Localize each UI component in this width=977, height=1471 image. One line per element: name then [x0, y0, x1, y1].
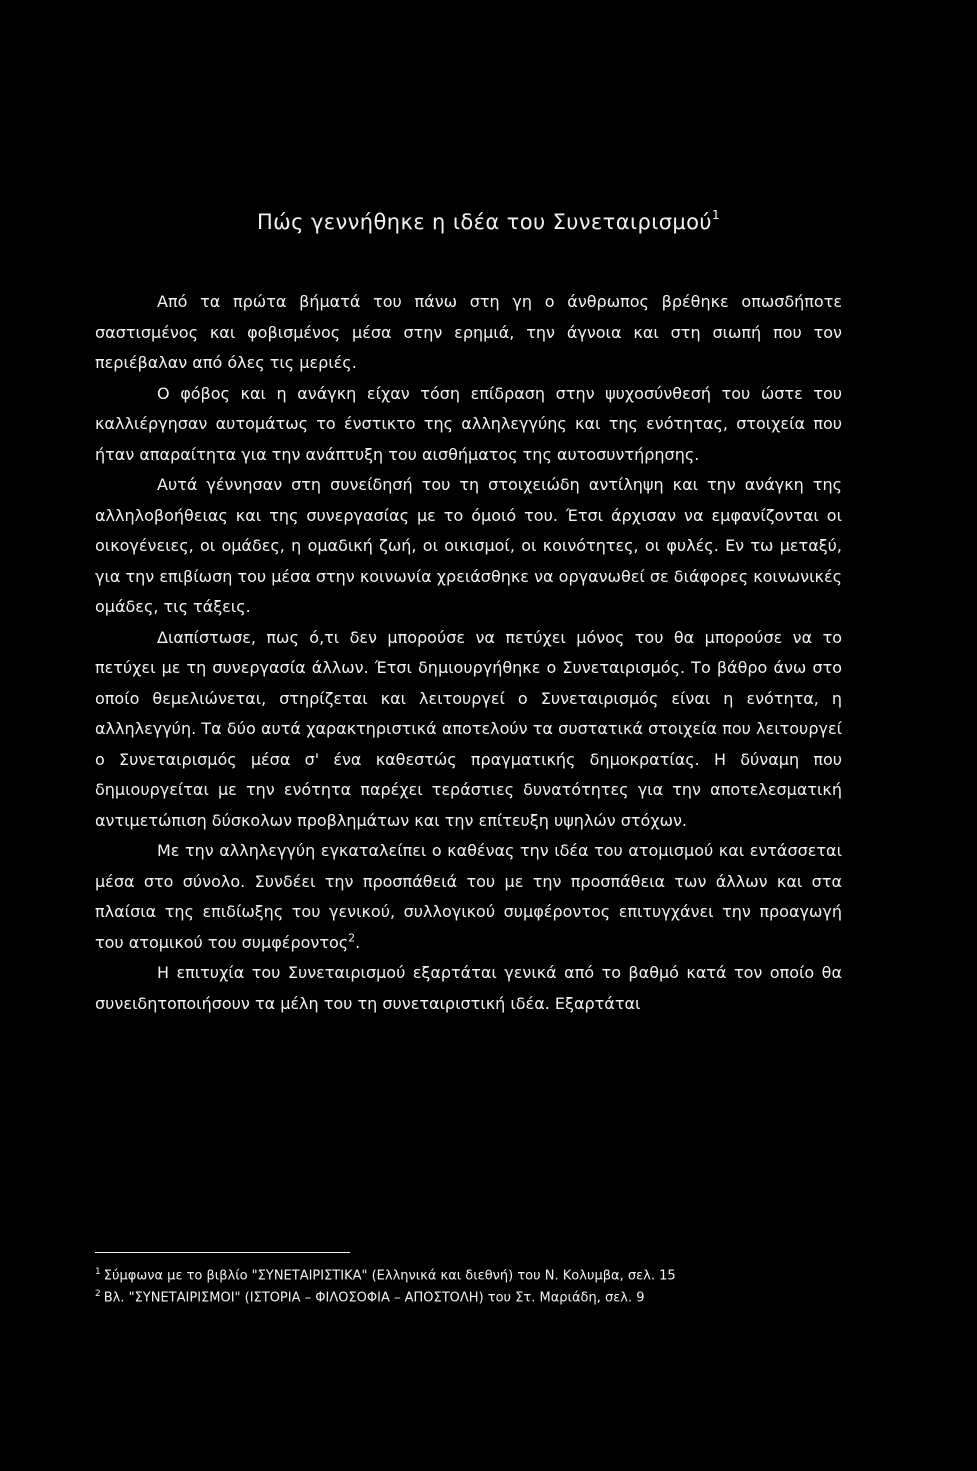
title-footnote-marker: 1 — [711, 208, 721, 222]
paragraph-text: Με την αλληλεγγύη εγκαταλείπει ο καθένας την ιδέα του ατομισμού και εντάσσεται μέσα στο σύνολο. Συνδέει την προσπάθειά του με την προσπάθεια των άλλων και στα πλαίσια της επιδίωξης του γενικού, συλλογικού συμφέροντος επιτυγχάνει την προαγωγή του ατομικού του συμφέροντος — [95, 841, 842, 952]
paragraph: Αυτά γέννησαν στη συνείδησή του τη στοιχειώδη αντίληψη και την ανάγκη της αλληλοβοήθειας και της συνεργασίας με το όμοιό του. Έτσι άρχισαν να εμφανίζονται οι οικογένειες, οι ομάδες, η ομαδική ζωή, οι οικισμοί, οι κοινότητες, οι φυλές. Εν τω μεταξύ, για την επιβίωση του μέσα στην κοινωνία χρειάσθηκε να οργανωθεί σε διάφορες κοινωνικές ομάδες, τις τάξεις. — [95, 475, 842, 616]
paragraph: Η επιτυχία του Συνεταιρισμού εξαρτάται γενικά από το βαθμό κατά τον οποίο θα συνειδητοποιήσουν τα μέλη του τη συνεταιριστική ιδέα. Εξαρτάται — [95, 963, 842, 1013]
footnote-reference: 2 — [348, 931, 356, 945]
title-text: Πώς γεννήθηκε η ιδέα του Συνεταιρισμού — [256, 210, 712, 234]
footnote — [95, 1263, 855, 1285]
paragraph: Ο φόβος και η ανάγκη είχαν τόση επίδραση στην ψυχοσύνθεσή του ώστε του καλλιέργησαν αυτομάτως το ένστικτο της αλληλεγγύης και της ενότητας, στοιχεία που ήταν απαραίτητα για την ανάπτυξη του αισθήματος της αυτοσυντήρησης. — [95, 383, 842, 464]
paragraph: Από τα πρώτα βήματά του πάνω στη γη ο άνθρωπος βρέθηκε οπωσδήποτε σαστισμένος και φοβισμένος μέσα στην ερημιά, την άγνοια και στη σιωπή που τον περιέβαλαν από όλες τις μεριές. — [95, 292, 842, 372]
footnote — [95, 1285, 855, 1307]
body-text — [95, 287, 842, 1019]
paragraph — [95, 836, 842, 958]
footnote-divider — [95, 1252, 350, 1253]
footnotes — [95, 1263, 855, 1308]
footnote-text: Βλ. "ΣΥΝΕΤΑΙΡΙΣΜΟΙ" (ΙΣΤΟΡΙΑ – ΦΙΛΟΣΟΦΙΑ – ΑΠΟΣΤΟΛΗ) του Στ. Μαριάδη, σελ. 9 — [103, 1290, 645, 1306]
paragraph-tail: . — [355, 932, 361, 952]
page-title — [0, 210, 977, 234]
footnote-marker: 2 — [95, 1289, 101, 1300]
paragraph: Διαπίστωσε, πως ό,τι δεν μπορούσε να πετύχει μόνος του θα μπορούσε να το πετύχει με τη συνεργασία άλλων. Έτσι δημιουργήθηκε ο Συνεταιρισμός. Το βάθρο άνω στο οποίο θεμελιώνεται, στηρίζεται και λειτουργεί ο Συνεταιρισμός είναι η ενότητα, η αλληλεγγύη. Τα δύο αυτά χαρακτηριστικά αποτελούν τα συστατικά στοιχεία που λειτουργεί ο Συνεταιρισμός μέσα σ' ένα καθεστώς πραγματικής δημοκρατίας. Η δύναμη που δημιουργείται με την ενότητα παρέχει τεράστιες δυνατότητες για την αποτελεσματική αντιμετώπιση δύσκολων προβλημάτων και την επίτευξη υψηλών στόχων. — [95, 627, 842, 830]
footnote-marker: 1 — [95, 1267, 101, 1277]
footnote-text: Σύμφωνα με το βιβλίο "ΣΥΝΕΤΑΙΡΙΣΤΙΚΑ" (Ελληνικά και διεθνή) του Ν. Κολυμβα, σελ. 15 — [103, 1268, 676, 1284]
